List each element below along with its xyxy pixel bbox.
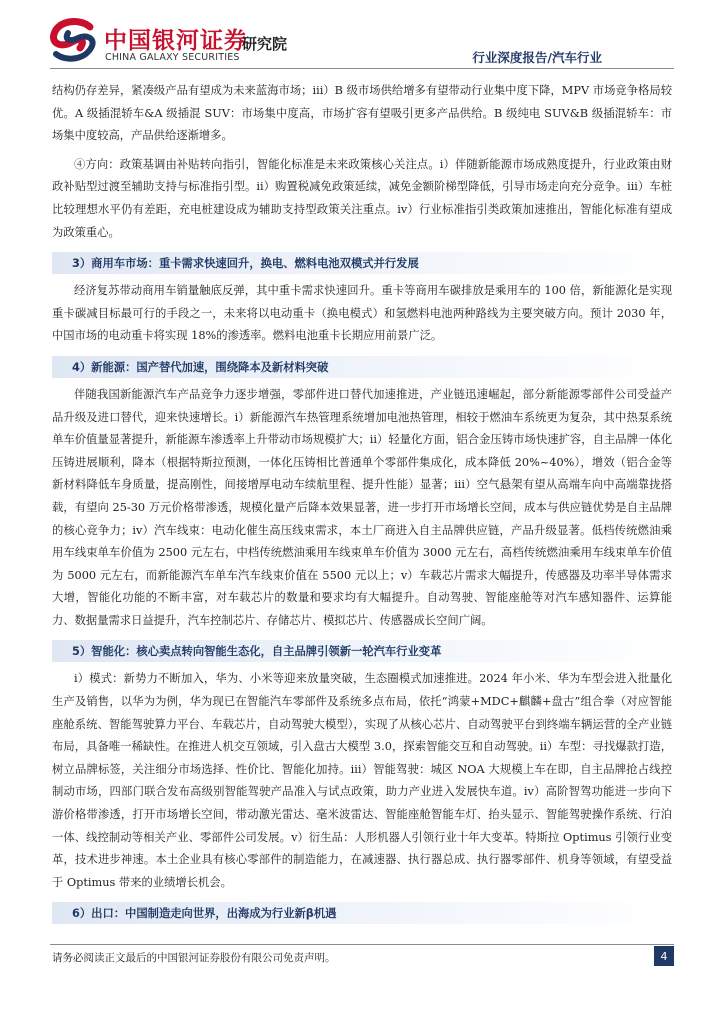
section-heading-intelligence: 5）智能化：核心卖点转向智能生态化，自主品牌引领新一轮汽车行业变革: [52, 640, 672, 662]
paragraph-new-energy: 伴随我国新能源汽车产品竞争力逐步增强，零部件进口替代加速推进，产业链迅速崛起，部分新能源零部件公司受益产品升级及进口替代，迎来快速增长。i）新能源汽车热管理系统增加电池热管理，相较于燃油车系统更为复杂，其中热泵系统单车价值量显著提升，新能源车渗透率上升带动市场规模扩大；ii）轻量化方面，铝合金压铸市场快速扩容，自主品牌一体化压铸进展顺利，降本（根据特斯拉预测，一体化压铸相比普通单个零部件集成化，成本降低 20%~40%），增效（铝合金等新材料降低车身质量，提高刚性，间接增厚电动车续航里程、提升性能）显著；iii）空气悬架有望从高端车向中高端靠拢搭载，有望向 25-30 万元价格带渗透，规模化量产后降本效果显著，进一步打开市场增长空间，成本与供应链优势是自主品牌的核心竞争力；iv）汽车线束：电动化催生高压线束需求，本土厂商进入自主品牌供应链，产品升级显著。低档传统燃油乘用车线束单车价值为 2500 元左右，中档传统燃油乘用车线束单车价值为 3000 元左右，高档传统燃油乘用车线束单车价值为 5000 元左右，而新能源汽车单车汽车线束价值在 5500 元以上；v）车载芯片需求大幅提升，传感器及功率半导体需求大增，智能化功能的不断丰富，对车载芯片的数量和要求均有大幅提升。自动驾驶、智能座舱等对汽车感知器件、运算能力、数据量需求日益提升，汽车控制芯片、存储芯片、模拟芯片、传感器成长空间广阔。: [52, 387, 672, 627]
brand-name-cn: 中国银河证券: [104, 28, 248, 54]
paragraph-intelligence: i）模式：新势力不断加入，华为、小米等迎来放量突破，生态圈模式加速推进。2024 年小米、华为车型会进入批量化生产及销售，以华为为例，华为现已在智能汽车零部件及系统多点布局，依托“鸿蒙+MDC+麒麟+盘古”组合拳（对应智能座舱系统、智能驾驶算力平台、车载芯片，自动驾驶大模型），实现了从核心芯片、自动驾驶平台到终端车辆运营的全产业链布局，具备唯一稀缺性。在推进人机交互领域，引入盘古大模型 3.0，探索智能交互和自动驾驶。ii）车型：寻找爆款打造，树立品牌标签，关注细分市场选择、性价比、智能化加持。iii）智能驾驶：城区 NOA 大规模上车在即，自主品牌抢占线控制动市场，四部门联合发布高级别智能驾驶产品准入与试点政策，助力产业进入发展快车道。iv）高阶智驾功能进一步向下游价格带渗透，打开市场增长空间，带动激光雷达、毫米波雷达、智能座舱智能车灯、抬头显示、智能驾驶操作系统、行泊一体、线控制动等相关产业、零部件公司发展。v）衍生品：人形机器人引领行业十年大变革。特斯拉 Optimus 引领行业变革，技术进步神速。本土企业具有核心零部件的制造能力，在减速器、执行器总成、执行器零部件、机身等领域，有望受益于 Optimus 带来的业绩增长机会。: [52, 672, 672, 889]
page-number: 4: [654, 946, 674, 966]
section-heading-commercial-vehicles: 3）商用车市场：重卡需求快速回升，换电、燃料电池双模式并行发展: [52, 252, 672, 274]
page-header: [0, 0, 724, 75]
section-heading-new-energy: 4）新能源：国产替代加速，围绕降本及新材料突破: [52, 356, 672, 378]
institute-label: 研究院: [242, 35, 288, 53]
paragraph-market-structure: 结构仍存差异，紧凑级产品有望成为未来蓝海市场；iii）B 级市场供给增多有望带动行业集中度下降，MPV 市场竞争格局较优。A 级插混轿车&A 级插混 SUV：市场集中度高，市场扩容有望吸引更多产品供给。B 级纯电 SUV&B 级插混轿车：市场集中度较高，产品供给逐渐增多。: [52, 84, 672, 143]
paragraph-commercial-vehicles: 经济复苏带动商用车销量触底反弹，其中重卡需求快速回升。重卡等商用车碳排放是乘用车的 100 倍，新能源化是实现重卡碳减目标最可行的手段之一，未来将以电动重卡（换电模式）和氢燃料电池两种路线为主要突破方向。预计 2030 年，中国市场的电动重卡将实现 18%的渗透率。燃料电池重卡长期应用前景广泛。: [52, 284, 672, 343]
brand-name-en: CHINA GALAXY SECURITIES: [105, 52, 240, 63]
footer-disclaimer: 请务必阅读正文最后的中国银河证券股份有限公司免责声明。: [52, 952, 336, 964]
main-content: [52, 80, 672, 930]
footer-divider: [50, 944, 674, 945]
paragraph-policy-direction: ④方向：政策基调由补贴转向指引，智能化标准是未来政策核心关注点。i）伴随新能源市场成熟度提升，行业政策由财政补贴型过渡至辅助支持与标准指引型。ii）购置税减免政策延续，减免金额阶梯型降低，引导市场走向充分竞争。iii）车桩比较理想水平仍有差距，充电桩建设成为辅助支持型政策关注重点。iv）行业标准指引类政策加速推出，智能化标准有望成为政策重心。: [52, 157, 672, 239]
section-heading-export: 6）出口：中国制造走向世界，出海成为行业新β机遇: [52, 902, 672, 924]
header-divider: [50, 68, 674, 69]
report-type-label: 行业深度报告/汽车行业: [472, 50, 602, 65]
galaxy-logo-icon: [50, 18, 96, 62]
